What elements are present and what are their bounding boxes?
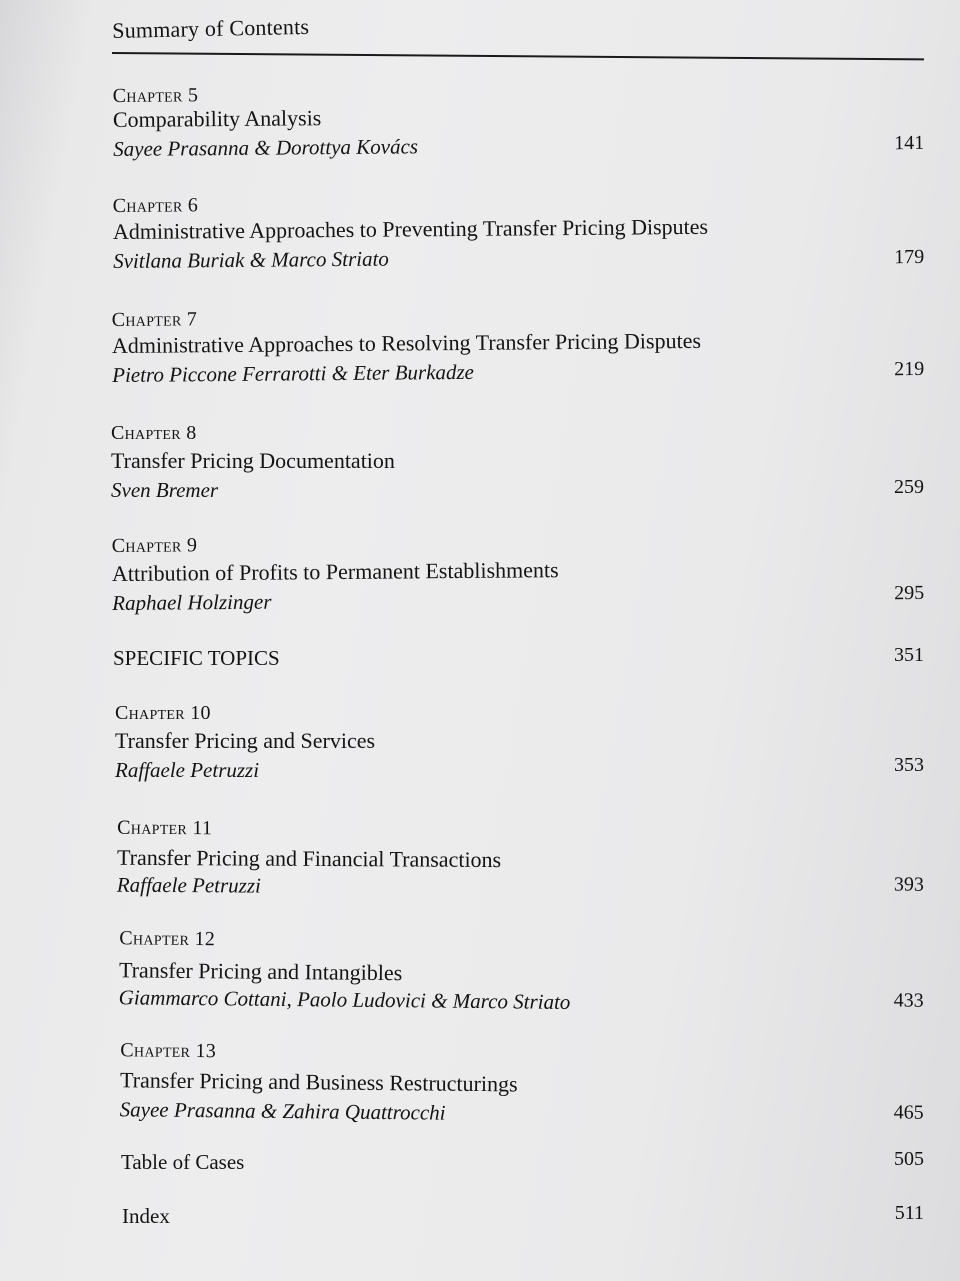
toc-entry-chapter-5[interactable]	[0, 74, 960, 172]
chapter-authors: Sayee Prasanna & Dorottya Kovács	[113, 134, 419, 162]
toc-entry-specific-topics[interactable]	[0, 644, 960, 676]
chapter-authors: Raffaele Petruzzi	[116, 872, 261, 898]
chapter-label: Chapter 13	[120, 1039, 217, 1063]
page-number: 351	[894, 644, 924, 666]
chapter-label: Chapter 12	[119, 927, 216, 951]
toc-entry-chapter-13[interactable]	[0, 1038, 960, 1138]
running-head: Summary of Contents	[112, 13, 310, 43]
chapter-label: Chapter 5	[112, 84, 199, 108]
page-number: 465	[893, 1101, 924, 1124]
header-rule	[112, 52, 924, 60]
chapter-title: Administrative Approaches to Resolving Transfer Pricing Disputes	[111, 327, 702, 359]
page-number: 353	[894, 754, 924, 776]
chapter-title: Administrative Approaches to Preventing Transfer Pricing Disputes	[112, 213, 709, 245]
chapter-authors: Giammarco Cottani, Paolo Ludovici & Marco Striato	[118, 985, 571, 1014]
chapter-title: Comparability Analysis	[112, 105, 322, 133]
toc-entry-chapter-12[interactable]	[0, 926, 960, 1026]
toc-entry-chapter-9[interactable]	[0, 526, 960, 624]
section-label: Index	[122, 1204, 170, 1228]
toc-entry-table-of-cases[interactable]	[0, 1148, 960, 1180]
chapter-title: Transfer Pricing and Intangibles	[118, 957, 403, 986]
chapter-label: Chapter 8	[111, 422, 197, 444]
page-number: 511	[894, 1202, 924, 1224]
chapter-title: Transfer Pricing and Services	[115, 728, 376, 753]
chapter-authors: Raffaele Petruzzi	[115, 758, 260, 782]
page-number: 295	[894, 581, 925, 605]
chapter-title: Attribution of Profits to Permanent Establishments	[111, 557, 559, 587]
page-number: 393	[893, 873, 924, 896]
chapter-title: Transfer Pricing and Financial Transactions	[116, 844, 502, 873]
chapter-authors: Svitlana Buriak & Marco Striato	[113, 246, 389, 274]
page-number: 219	[894, 357, 925, 381]
chapter-label: Chapter 9	[111, 534, 198, 558]
toc-entry-chapter-8[interactable]	[0, 420, 960, 510]
chapter-label: Chapter 7	[111, 308, 198, 332]
page-number: 179	[894, 245, 925, 269]
toc-entry-chapter-7[interactable]	[0, 302, 960, 400]
toc-entry-chapter-11[interactable]	[0, 814, 960, 910]
section-label: Table of Cases	[121, 1150, 245, 1174]
toc-entry-chapter-10[interactable]	[0, 702, 960, 792]
page-number: 259	[894, 476, 924, 498]
chapter-authors: Raphael Holzinger	[112, 589, 272, 616]
chapter-authors: Sven Bremer	[111, 478, 219, 502]
section-label: SPECIFIC TOPICS	[113, 646, 280, 670]
toc-entry-index[interactable]	[0, 1202, 960, 1234]
page-number: 505	[894, 1148, 924, 1170]
chapter-title: Transfer Pricing Documentation	[111, 448, 395, 473]
chapter-title: Transfer Pricing and Business Restructurings	[119, 1067, 518, 1097]
chapter-label: Chapter 10	[115, 702, 211, 724]
chapter-label: Chapter 11	[117, 816, 213, 840]
chapter-authors: Sayee Prasanna & Zahira Quattrocchi	[119, 1097, 446, 1125]
chapter-authors: Pietro Piccone Ferrarotti & Eter Burkadze	[112, 359, 475, 388]
page-number: 141	[894, 131, 925, 155]
toc-entry-chapter-6[interactable]	[0, 188, 960, 286]
page-number: 433	[893, 989, 924, 1012]
chapter-label: Chapter 6	[112, 194, 199, 218]
